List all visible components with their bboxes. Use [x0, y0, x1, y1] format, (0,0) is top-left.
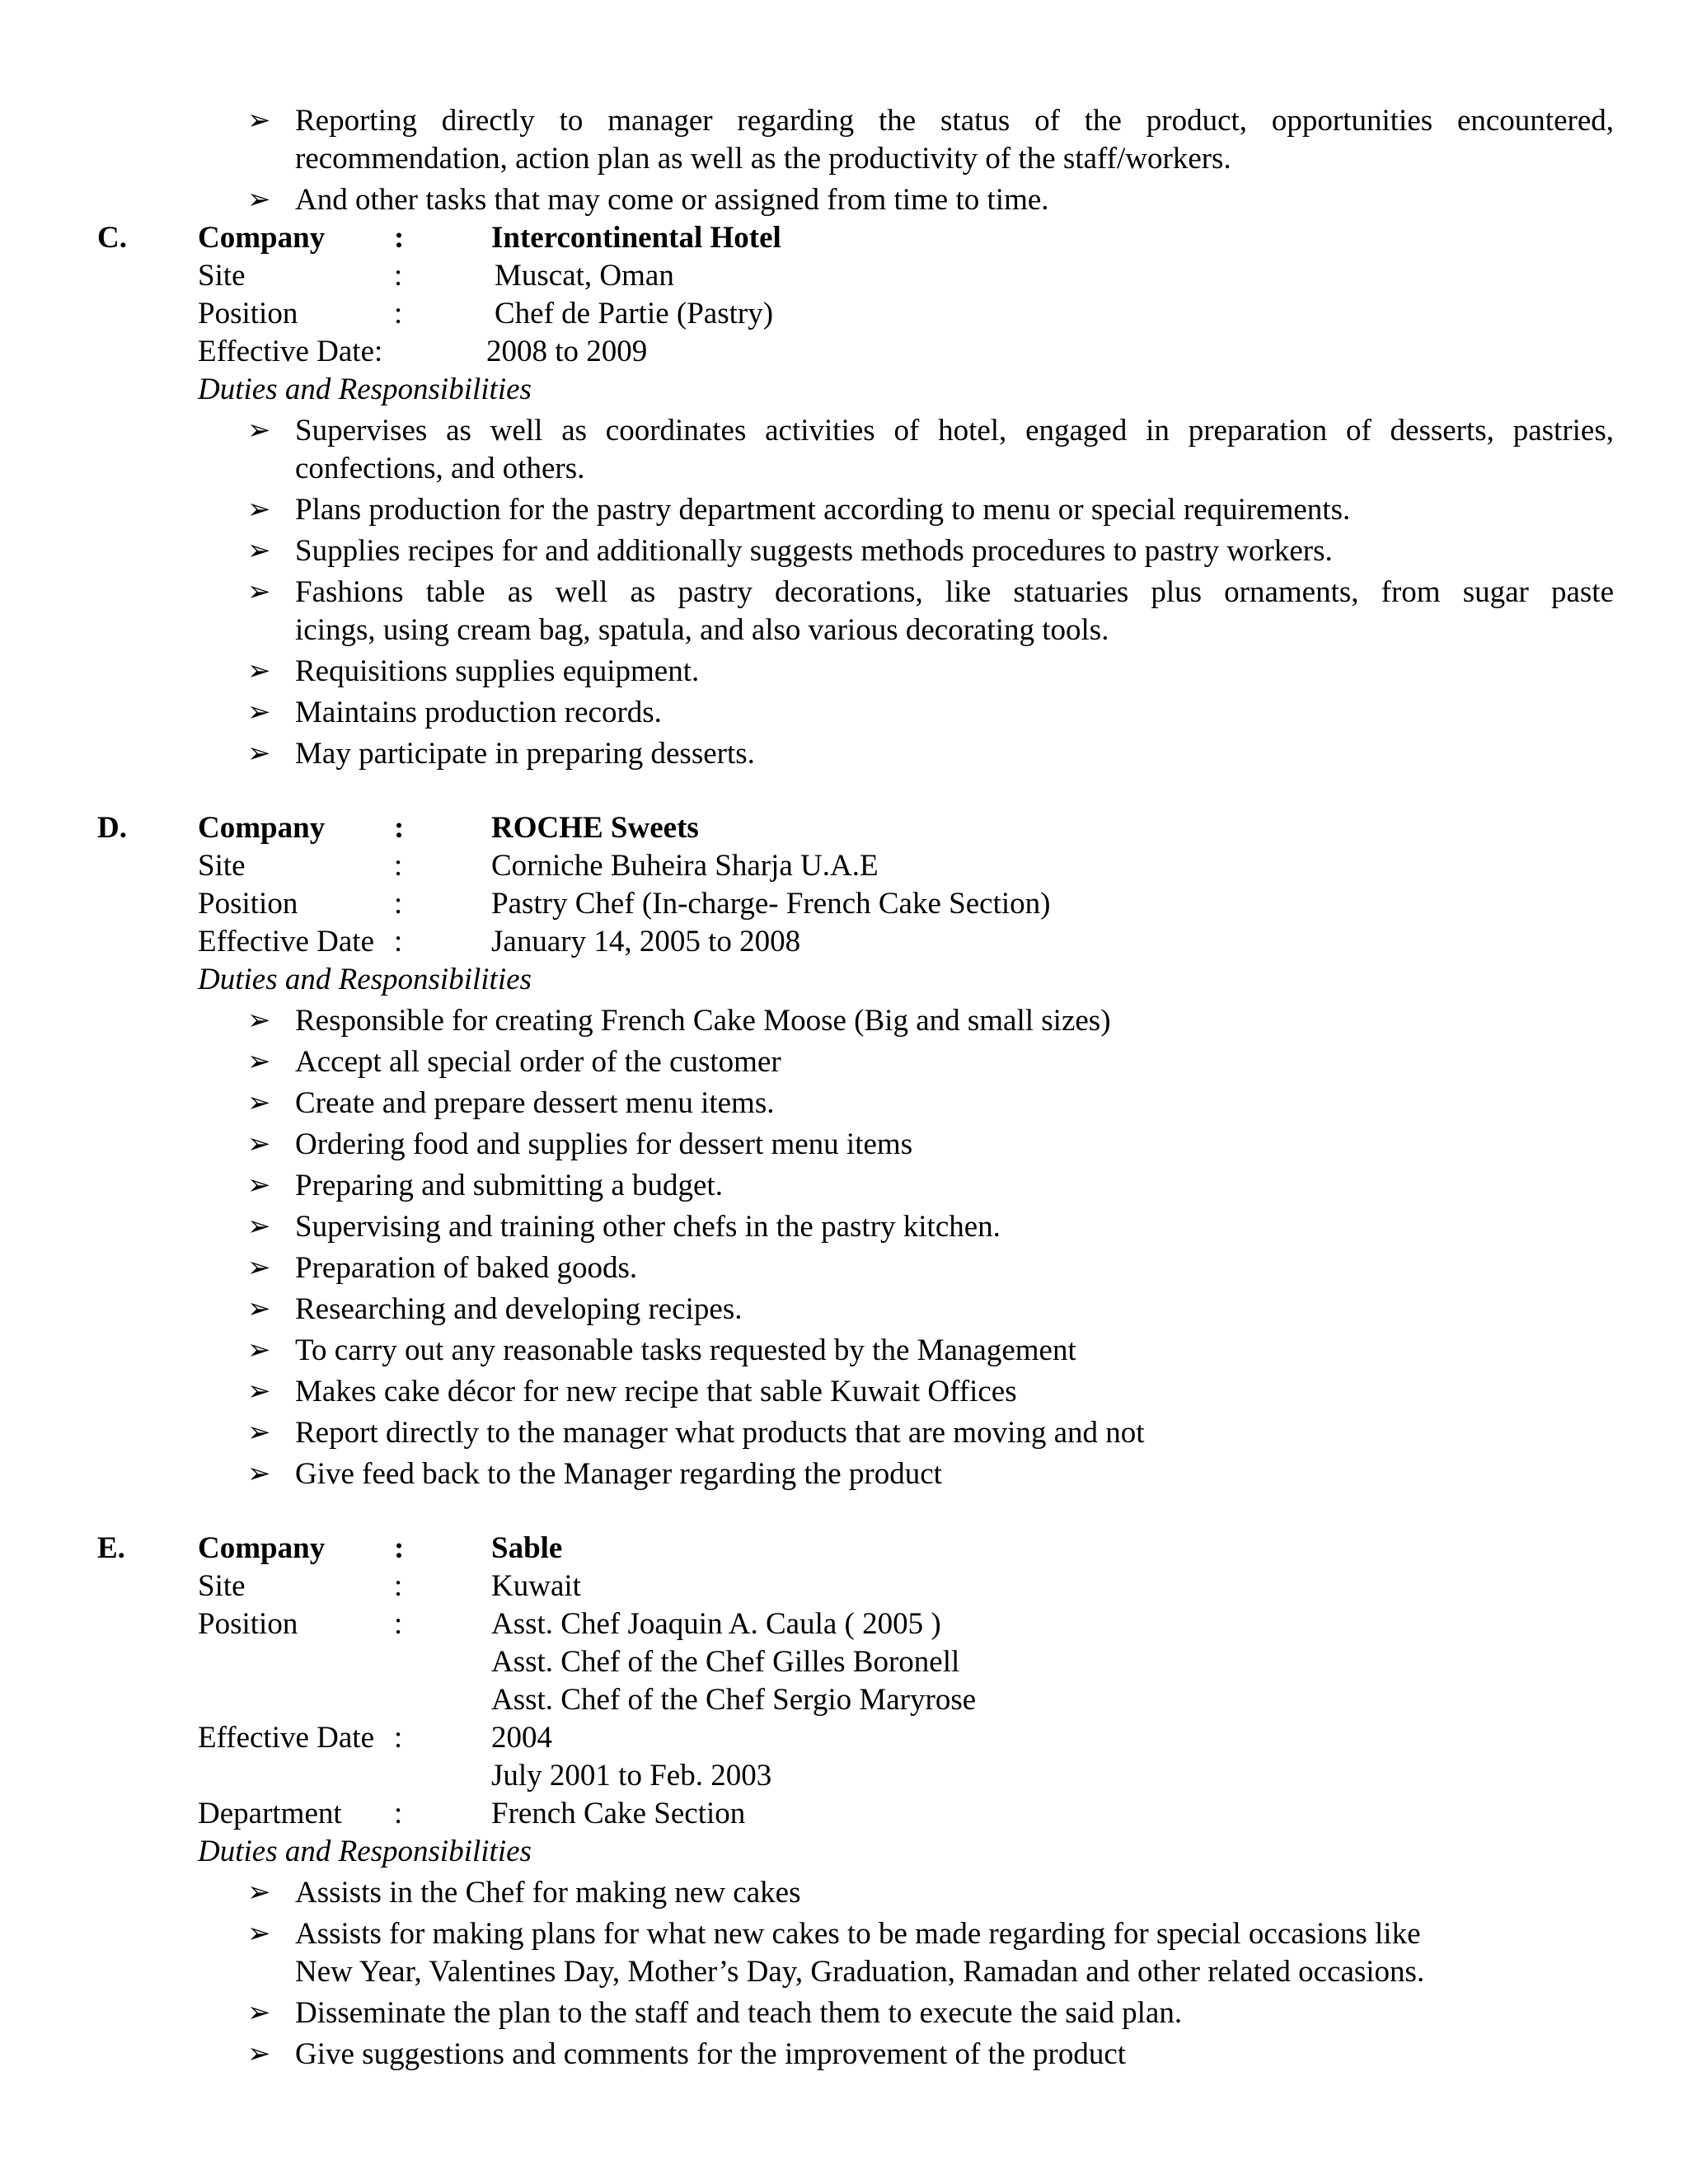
arrow-bullet-icon: ➢ [247, 738, 271, 769]
colon: : [394, 1607, 403, 1641]
bullet-text: Accept all special order of the customer [295, 1045, 781, 1079]
company-label: Company [198, 221, 326, 255]
bullet-text-line1: Reporting directly to manager regarding the status of the product, opportunities encountered, [295, 104, 1614, 138]
bullet-text: To carry out any reasonable tasks requested by the Management [295, 1333, 1076, 1367]
position-value: Asst. Chef of the Chef Gilles Boronell [491, 1645, 960, 1679]
site-value: Corniche Buheira Sharja U.A.E [491, 849, 879, 883]
colon: : [394, 811, 405, 845]
company-name: Intercontinental Hotel [491, 221, 781, 255]
department-value: French Cake Section [491, 1797, 746, 1830]
company-name: Sable [491, 1531, 563, 1565]
arrow-bullet-icon: ➢ [247, 415, 271, 446]
site-value: Muscat, Oman [495, 259, 674, 293]
effective-date-label: Effective Date: [198, 335, 383, 368]
site-value: Kuwait [491, 1569, 581, 1603]
duties-heading: Duties and Responsibilities [198, 373, 532, 406]
colon: : [394, 887, 403, 921]
bullet-text: Report directly to the manager what products that are moving and not [295, 1416, 1145, 1450]
effective-date-label: Effective Date [198, 1721, 374, 1755]
bullet-text: Give feed back to the Manager regarding the product [295, 1457, 942, 1491]
position-value: Asst. Chef Joaquin A. Caula ( 2005 ) [491, 1607, 941, 1641]
arrow-bullet-icon: ➢ [247, 105, 271, 136]
bullet-text-line1: Assists for making plans for what new cakes to be made regarding for special occasions like [295, 1917, 1421, 1951]
arrow-bullet-icon: ➢ [247, 1418, 271, 1448]
position-value: Asst. Chef of the Chef Sergio Maryrose [491, 1683, 977, 1717]
bullet-text-line2: recommendation, action plan as well as the productivity of the staff/workers. [295, 142, 1231, 176]
colon: : [394, 221, 405, 255]
bullet-text: Makes cake décor for new recipe that sable Kuwait Offices [295, 1375, 1017, 1408]
bullet-text-line2: confections, and others. [295, 452, 585, 485]
arrow-bullet-icon: ➢ [247, 1212, 271, 1242]
company-name: ROCHE Sweets [491, 811, 699, 845]
section-letter: E. [97, 1531, 125, 1565]
effective-date-value: July 2001 to Feb. 2003 [491, 1759, 772, 1793]
bullet-text: Maintains production records. [295, 696, 662, 729]
bullet-text: And other tasks that may come or assigned from time to time. [295, 183, 1049, 217]
arrow-bullet-icon: ➢ [247, 1459, 271, 1489]
site-label: Site [198, 849, 246, 883]
effective-date-value: January 14, 2005 to 2008 [491, 925, 801, 958]
bullet-text: Requisitions supplies equipment. [295, 654, 700, 688]
colon: : [394, 1531, 405, 1565]
company-label: Company [198, 1531, 326, 1565]
effective-date-value: 2008 to 2009 [486, 335, 648, 368]
effective-date-value: 2004 [491, 1721, 552, 1755]
arrow-bullet-icon: ➢ [247, 1335, 271, 1366]
arrow-bullet-icon: ➢ [247, 577, 271, 607]
colon: : [394, 849, 403, 883]
site-label: Site [198, 259, 246, 293]
arrow-bullet-icon: ➢ [247, 1047, 271, 1077]
arrow-bullet-icon: ➢ [247, 1294, 271, 1324]
colon: : [394, 925, 403, 958]
bullet-text: Give suggestions and comments for the improvement of the product [295, 2037, 1127, 2071]
bullet-text: Assists in the Chef for making new cakes [295, 1876, 801, 1910]
bullet-text-line2: icings, using cream bag, spatula, and also various decorating tools. [295, 613, 1109, 647]
duties-heading: Duties and Responsibilities [198, 1835, 532, 1868]
arrow-bullet-icon: ➢ [247, 1376, 271, 1407]
bullet-text: Ordering food and supplies for dessert menu items [295, 1127, 913, 1161]
position-value: Chef de Partie (Pastry) [495, 297, 774, 330]
bullet-text: Disseminate the plan to the staff and teach them to execute the said plan. [295, 1996, 1183, 2030]
colon: : [394, 297, 403, 330]
bullet-text: Researching and developing recipes. [295, 1292, 743, 1326]
arrow-bullet-icon: ➢ [247, 1877, 271, 1908]
bullet-text-line1: Fashions table as well as pastry decorations, like statuaries plus ornaments, from sugar paste [295, 575, 1614, 609]
position-label: Position [198, 1607, 298, 1641]
colon: : [394, 259, 403, 293]
company-label: Company [198, 811, 326, 845]
arrow-bullet-icon: ➢ [247, 494, 271, 525]
arrow-bullet-icon: ➢ [247, 2039, 271, 2069]
bullet-text: Plans production for the pastry department according to menu or special requirements. [295, 493, 1351, 527]
arrow-bullet-icon: ➢ [247, 1919, 271, 1949]
department-label: Department [198, 1797, 342, 1830]
site-label: Site [198, 1569, 246, 1603]
bullet-text: Create and prepare dessert menu items. [295, 1086, 775, 1120]
arrow-bullet-icon: ➢ [247, 656, 271, 687]
bullet-text: Supplies recipes for and additionally suggests methods procedures to pastry workers. [295, 534, 1333, 568]
bullet-text: Preparation of baked goods. [295, 1251, 638, 1285]
position-label: Position [198, 887, 298, 921]
bullet-text: Responsible for creating French Cake Moose (Big and small sizes) [295, 1004, 1111, 1038]
colon: : [394, 1721, 403, 1755]
arrow-bullet-icon: ➢ [247, 697, 271, 728]
arrow-bullet-icon: ➢ [247, 1998, 271, 2028]
bullet-text-line2: New Year, Valentines Day, Mother’s Day, Graduation, Ramadan and other related occasions. [295, 1955, 1425, 1989]
bullet-text: May participate in preparing desserts. [295, 737, 755, 771]
arrow-bullet-icon: ➢ [247, 536, 271, 566]
bullet-text-line1: Supervises as well as coordinates activities of hotel, engaged in preparation of desserts, pastries, [295, 414, 1614, 448]
arrow-bullet-icon: ➢ [247, 1088, 271, 1118]
section-letter: C. [97, 221, 127, 255]
arrow-bullet-icon: ➢ [247, 1129, 271, 1160]
colon: : [394, 1797, 403, 1830]
arrow-bullet-icon: ➢ [247, 185, 271, 215]
colon: : [394, 1569, 403, 1603]
arrow-bullet-icon: ➢ [247, 1005, 271, 1036]
section-letter: D. [97, 811, 127, 845]
arrow-bullet-icon: ➢ [247, 1170, 271, 1201]
bullet-text: Supervising and training other chefs in the pastry kitchen. [295, 1210, 1001, 1244]
position-label: Position [198, 297, 298, 330]
arrow-bullet-icon: ➢ [247, 1253, 271, 1283]
bullet-text: Preparing and submitting a budget. [295, 1169, 723, 1202]
effective-date-label: Effective Date [198, 925, 374, 958]
position-value: Pastry Chef (In-charge- French Cake Section) [491, 887, 1051, 921]
duties-heading: Duties and Responsibilities [198, 963, 532, 996]
